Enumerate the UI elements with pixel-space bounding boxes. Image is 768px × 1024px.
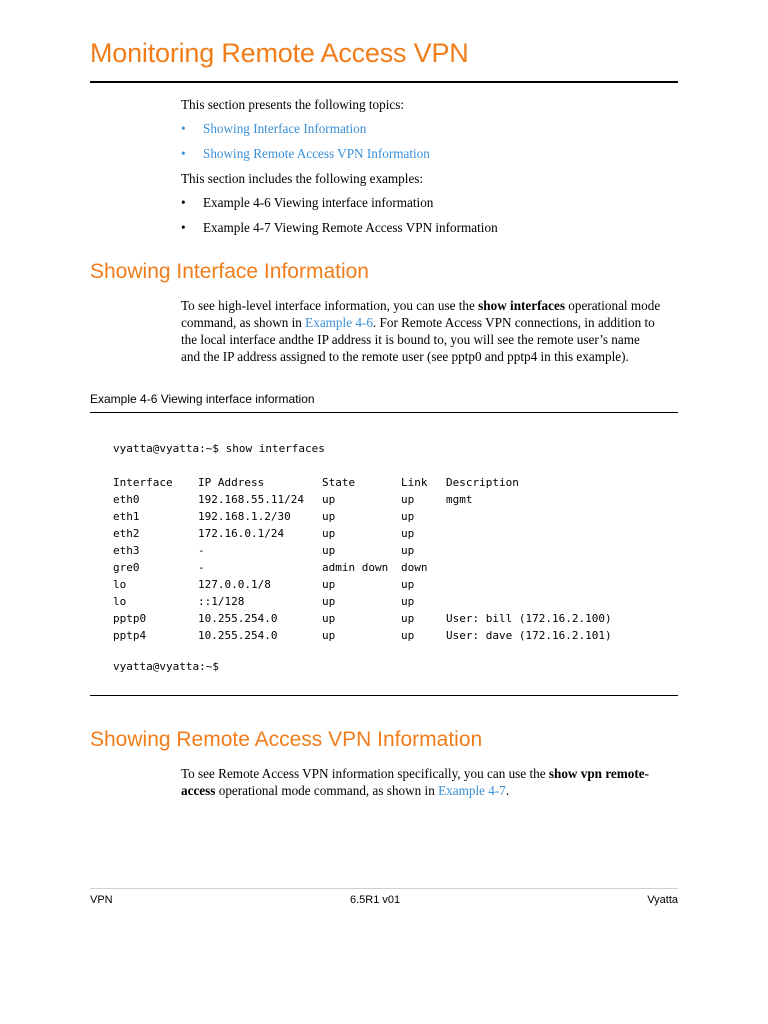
table-cell: up bbox=[322, 578, 336, 591]
table-cell: admin down bbox=[322, 561, 389, 574]
table-cell: lo bbox=[113, 595, 127, 608]
table-cell: up bbox=[401, 527, 415, 540]
table-cell: eth1 bbox=[113, 510, 140, 523]
table-cell: eth0 bbox=[113, 493, 140, 506]
example-label-4-7: Example 4-7 Viewing Remote Access VPN information bbox=[203, 220, 498, 235]
title-rule bbox=[90, 81, 678, 83]
topic-link-vpn[interactable]: Showing Remote Access VPN Information bbox=[203, 146, 430, 161]
table-cell: 192.168.55.11/24 bbox=[198, 493, 304, 506]
table-cell: up bbox=[401, 544, 415, 557]
example-top-rule bbox=[90, 412, 678, 413]
prompt-line: vyatta@vyatta:~$ bbox=[113, 660, 219, 673]
bullet-icon: • bbox=[181, 146, 186, 161]
text-run: . For Remote Access VPN connections, in addition to the local interface andthe IP address it is bound to, you will see the remote user’s name and the IP address assigned to the remote user (see pptp0 and pptp4 in this example). bbox=[181, 315, 655, 364]
table-cell: up bbox=[401, 612, 415, 625]
table-cell: up bbox=[401, 578, 415, 591]
footer-left: VPN bbox=[90, 894, 113, 906]
table-cell: mgmt bbox=[446, 493, 473, 506]
topics-intro: This section presents the following topics: bbox=[181, 97, 405, 112]
table-cell: eth2 bbox=[113, 527, 140, 540]
bullet-icon: • bbox=[181, 220, 186, 235]
topic-link-interface[interactable]: Showing Interface Information bbox=[203, 121, 367, 136]
column-header: Interface bbox=[113, 476, 173, 489]
example-label-4-6: Example 4-6 Viewing interface information bbox=[203, 195, 434, 210]
section2-paragraph bbox=[181, 765, 661, 799]
text-run: operational mode command, as shown in bbox=[215, 783, 439, 798]
table-cell: up bbox=[322, 493, 336, 506]
table-cell: eth3 bbox=[113, 544, 140, 557]
table-cell: up bbox=[322, 510, 336, 523]
table-cell: up bbox=[322, 595, 336, 608]
table-cell: 127.0.0.1/8 bbox=[198, 578, 271, 591]
section1-paragraph bbox=[181, 297, 661, 365]
examples-intro: This section includes the following examples: bbox=[181, 171, 424, 186]
table-cell: - bbox=[198, 544, 205, 557]
bullet-icon: • bbox=[181, 121, 186, 136]
section-heading-vpn: Showing Remote Access VPN Information bbox=[90, 728, 483, 751]
table-cell: up bbox=[322, 612, 336, 625]
column-header: IP Address bbox=[198, 476, 265, 489]
table-cell: User: dave (172.16.2.101) bbox=[446, 629, 612, 642]
column-header: Description bbox=[446, 476, 519, 489]
text-run: operational mode command, as shown in bbox=[181, 298, 661, 330]
table-cell: up bbox=[401, 493, 415, 506]
table-cell: pptp0 bbox=[113, 612, 147, 625]
example-4-7-link[interactable]: Example 4-7 bbox=[438, 783, 506, 798]
table-cell: gre0 bbox=[113, 561, 140, 574]
table-cell: ::1/128 bbox=[198, 595, 245, 608]
page-title: Monitoring Remote Access VPN bbox=[90, 38, 469, 68]
text-run: To see Remote Access VPN information specifically, you can use the bbox=[181, 766, 549, 781]
table-cell: 192.168.1.2/30 bbox=[198, 510, 291, 523]
text-run: . bbox=[505, 783, 510, 798]
command-name: show interfaces bbox=[478, 298, 565, 313]
table-cell: 10.255.254.0 bbox=[198, 629, 278, 642]
footer-center: 6.5R1 v01 bbox=[350, 894, 401, 906]
example-caption: Example 4-6 Viewing interface information bbox=[90, 392, 315, 406]
table-cell: down bbox=[401, 561, 428, 574]
text-run: To see high-level interface information, you can use the bbox=[181, 298, 479, 313]
table-cell: User: bill (172.16.2.100) bbox=[446, 612, 612, 625]
section-heading-interface: Showing Interface Information bbox=[90, 260, 369, 283]
example-4-6-link[interactable]: Example 4-6 bbox=[305, 315, 373, 330]
table-cell: up bbox=[401, 629, 415, 642]
column-header: Link bbox=[401, 476, 428, 489]
table-cell: - bbox=[198, 561, 205, 574]
footer-right: Vyatta bbox=[647, 894, 678, 906]
table-cell: up bbox=[322, 629, 336, 642]
column-header: State bbox=[322, 476, 356, 489]
footer-rule bbox=[90, 888, 678, 889]
bullet-icon: • bbox=[181, 195, 186, 210]
example-bottom-rule bbox=[90, 695, 678, 696]
command-line: vyatta@vyatta:~$ show interfaces bbox=[113, 442, 325, 455]
table-cell: pptp4 bbox=[113, 629, 147, 642]
table-cell: up bbox=[401, 510, 415, 523]
table-cell: lo bbox=[113, 578, 127, 591]
table-cell: up bbox=[401, 595, 415, 608]
table-cell: 10.255.254.0 bbox=[198, 612, 278, 625]
table-cell: up bbox=[322, 527, 336, 540]
table-cell: 172.16.0.1/24 bbox=[198, 527, 285, 540]
command-name: show vpn remote-access bbox=[181, 766, 649, 798]
table-cell: up bbox=[322, 544, 336, 557]
